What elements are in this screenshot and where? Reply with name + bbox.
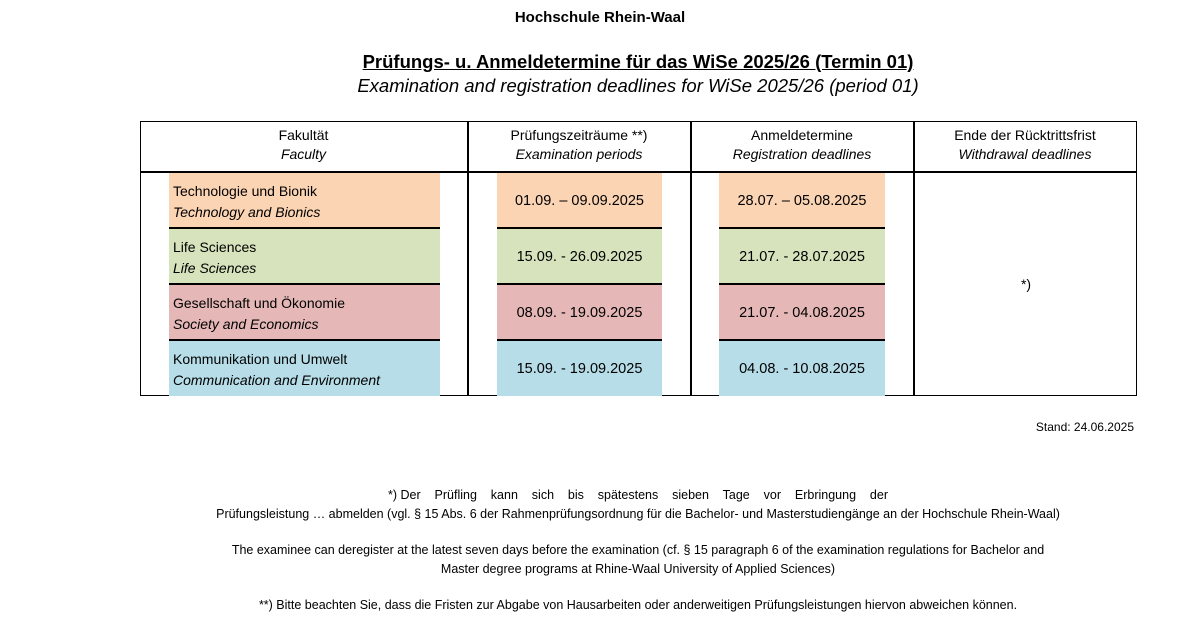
column-header-en: Faculty (280, 146, 327, 162)
exam-period-cell: 15.09. - 19.09.2025 (497, 341, 662, 396)
faculty-name-de: Kommunikation und Umwelt (173, 351, 348, 367)
column-header-faculty (140, 126, 467, 164)
footnote-2-line-2: Master degree programs at Rhine-Waal University of Applied Sciences) (440, 562, 836, 576)
footnote-1-line-2: Prüfungsleistung … abmelden (vgl. § 15 Abs. 6 der Rahmenprüfungsordnung für die Bachelor- und Masterstudiengänge an der Hochschule Rhein-Waal) (216, 507, 1060, 521)
institution-name: Hochschule Rhein-Waal (514, 9, 686, 26)
exam-period-cell: 08.09. - 19.09.2025 (497, 285, 662, 340)
withdrawal-deadline-note: *) (1020, 276, 1032, 292)
column-header-en: Registration deadlines (732, 146, 872, 162)
registration-deadline-cell: 04.08. - 10.08.2025 (719, 341, 885, 396)
faculty-cell-society-economics (169, 285, 440, 340)
faculty-cell-communication-environment (169, 341, 440, 396)
registration-deadline-cell: 21.07. - 28.07.2025 (719, 229, 885, 284)
footnote-1-line-1: *) Der Prüfling kann sich bis spätestens sieben Tage vor Erbringung der (387, 488, 888, 502)
column-header-en: Examination periods (515, 146, 643, 162)
exam-period-cell: 01.09. – 09.09.2025 (497, 173, 662, 228)
page-title-english: Examination and registration deadlines for WiSe 2025/26 (period 01) (357, 75, 919, 96)
faculty-name-de: Life Sciences (173, 239, 257, 255)
registration-deadline-cell: 28.07. – 05.08.2025 (719, 173, 885, 228)
faculty-name-en: Technology and Bionics (173, 204, 321, 220)
last-updated-date: Stand: 24.06.2025 (1035, 420, 1134, 434)
column-header-withdrawal (914, 126, 1136, 164)
column-header-de: Fakultät (278, 127, 329, 143)
faculty-name-en: Life Sciences (173, 260, 257, 276)
column-header-exam-periods (468, 126, 690, 164)
registration-deadline-cell: 21.07. - 04.08.2025 (719, 285, 885, 340)
exam-period-cell: 15.09. - 26.09.2025 (497, 229, 662, 284)
column-header-de: Anmeldetermine (751, 127, 853, 143)
faculty-name-de: Technologie und Bionik (173, 183, 317, 199)
faculty-cell-technology (169, 173, 440, 228)
column-header-registration (691, 126, 913, 164)
page-title-german: Prüfungs- u. Anmeldetermine für das WiSe 2025/26 (Termin 01) (362, 51, 914, 72)
faculty-name-en: Society and Economics (173, 316, 319, 332)
column-header-de: Prüfungszeiträume **) (510, 127, 648, 143)
footnote-3: **) Bitte beachten Sie, dass die Fristen zur Abgabe von Hausarbeiten oder anderweitigen Prüfungsleistungen hiervon abweichen können. (258, 598, 1018, 612)
faculty-name-en: Communication and Environment (173, 372, 380, 388)
faculty-name-de: Gesellschaft und Ökonomie (173, 295, 345, 311)
column-header-de: Ende der Rücktrittsfrist (954, 127, 1096, 143)
footnote-2-line-1: The examinee can deregister at the latest seven days before the examination (cf. § 15 paragraph 6 of the examination regulations for Bachelor and (231, 543, 1045, 557)
faculty-cell-life-sciences (169, 229, 440, 284)
column-header-en: Withdrawal deadlines (958, 146, 1092, 162)
